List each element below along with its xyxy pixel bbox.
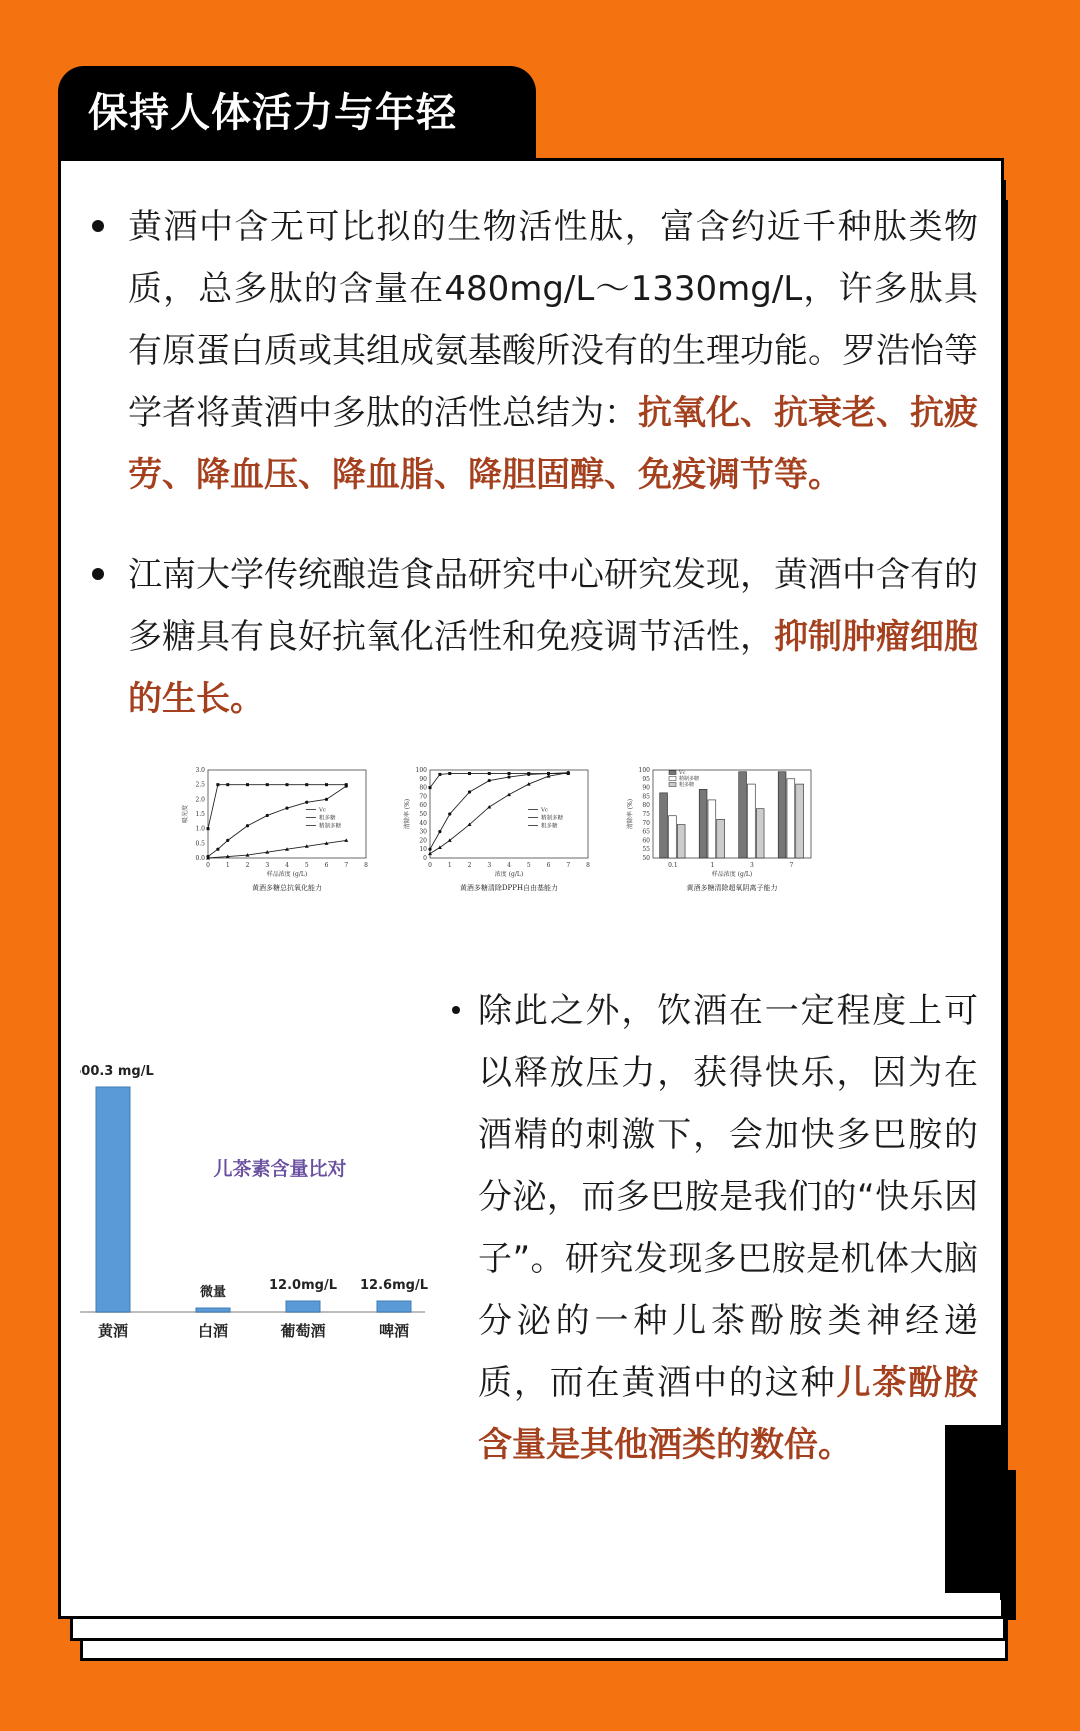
y-axis-label: 清除率 (%) <box>404 798 411 830</box>
data-point <box>246 824 249 827</box>
data-point <box>207 827 210 830</box>
x-tick-label: 7 <box>344 862 349 869</box>
x-tick-label: 7 <box>566 862 571 869</box>
data-point <box>488 772 491 775</box>
chart-title: 儿茶素含量比对 <box>213 1158 347 1180</box>
y-tick-label: 1.0 <box>195 825 205 833</box>
bar <box>708 800 716 858</box>
data-point <box>438 773 441 776</box>
paragraph-text: 黄酒中含无可比拟的生物活性肽，富含约近千种肽类物质，总多肽的含量在480mg/L～1330mg/L，许多肽具有原蛋白质或其组成氨基酸所没有的生理功能。罗浩怡等学者将黄酒中多肽的活性总结为： <box>128 207 978 433</box>
data-point <box>468 772 471 775</box>
page-title: 保持人体活力与年轻 <box>88 90 457 136</box>
chart-dpph-scavenging <box>402 760 617 910</box>
y-tick-label: 65 <box>642 828 650 836</box>
legend-label: 粗多糖 <box>318 815 336 822</box>
data-point <box>487 805 491 809</box>
x-axis-label: 样品浓度 (g/L) <box>711 871 753 878</box>
legend-label: Vc <box>318 807 327 814</box>
x-tick-label: 1 <box>710 862 715 869</box>
x-tick-label: 4 <box>285 862 289 869</box>
paragraph-peptides <box>128 196 978 506</box>
x-tick-label: 3 <box>749 862 754 869</box>
bar <box>699 789 707 858</box>
legend-label: 粗多糖 <box>679 782 695 788</box>
y-tick-label: 85 <box>642 793 650 801</box>
data-point <box>345 785 348 788</box>
category-label: 白酒 <box>197 1322 229 1340</box>
data-point <box>305 801 308 804</box>
data-point <box>507 775 510 778</box>
chart-caption: 黄酒多糖清除DPPH自由基能力 <box>459 884 559 892</box>
legend-swatch <box>669 783 676 787</box>
bullet-dot <box>92 220 104 232</box>
bar <box>739 772 747 858</box>
chart-superoxide-scavenging <box>625 760 840 910</box>
paragraph-polysaccharides <box>128 544 978 730</box>
data-point <box>468 790 471 793</box>
y-axis-label: 吸光度 <box>182 804 189 824</box>
data-point <box>344 838 348 842</box>
bullet-dot <box>452 1006 460 1014</box>
data-label: 12.0mg/L <box>269 1278 337 1293</box>
y-tick-label: 2.0 <box>195 796 205 804</box>
x-tick-label: 8 <box>586 862 590 869</box>
y-tick-label: 0 <box>423 855 427 862</box>
data-point <box>527 773 530 776</box>
x-tick-label: 5 <box>526 862 531 869</box>
x-tick-label: 4 <box>507 862 511 869</box>
data-point <box>305 783 308 786</box>
legend-label: Vc <box>540 807 549 814</box>
legend-label: Vc <box>679 770 686 776</box>
x-tick-label: 1 <box>225 862 230 869</box>
legend-swatch <box>669 777 676 781</box>
paragraph-highlight: 抗氧化、抗衰老、抗疲劳、降血压、降血脂、降胆固醇、免疫调节等。 <box>128 393 978 495</box>
bar <box>668 816 676 858</box>
x-tick-label: 8 <box>364 862 368 869</box>
y-axis-label: 清除率 (%) <box>627 798 634 830</box>
bar <box>196 1308 230 1312</box>
x-tick-label: 5 <box>304 862 309 869</box>
x-tick-label: 6 <box>324 862 329 869</box>
data-point <box>226 839 229 842</box>
paragraph-text: 除此之外，饮酒在一定程度上可以释放压力，获得快乐，因为在酒精的刺激下，会加快多巴胺的分泌，而多巴胺是我们的“快乐因子”。研究发现多巴胺是机体大脑分泌的一种儿茶酚胺类神经递质，而在黄酒中的这种 <box>478 991 978 1403</box>
y-tick-label: 40 <box>419 819 427 827</box>
bar <box>747 784 755 858</box>
y-tick-label: 3.0 <box>195 767 205 774</box>
data-point <box>488 779 491 782</box>
y-tick-label: 70 <box>419 793 427 801</box>
data-point <box>246 783 249 786</box>
y-tick-label: 55 <box>642 846 650 854</box>
y-tick-label: 10 <box>419 846 427 854</box>
y-tick-label: 1.5 <box>195 811 205 818</box>
chart-total-antioxidant <box>180 760 395 910</box>
legend-label: 精制多糖 <box>318 823 341 830</box>
data-point <box>216 848 219 851</box>
bar <box>787 779 795 858</box>
data-point <box>266 814 269 817</box>
data-label: 12.6mg/L <box>360 1278 428 1293</box>
category-label: 啤酒 <box>378 1322 410 1340</box>
bar <box>756 809 764 858</box>
y-tick-label: 50 <box>642 855 650 862</box>
data-point <box>325 798 328 801</box>
data-point <box>448 812 451 815</box>
chart-caption: 黄酒多糖清除超氧阴离子能力 <box>686 884 778 892</box>
bar <box>717 819 725 858</box>
x-axis-label: 样品浓度 (g/L) <box>266 871 308 878</box>
x-tick-label: 7 <box>789 862 794 869</box>
data-point <box>438 830 441 833</box>
y-tick-label: 20 <box>419 837 427 845</box>
y-tick-label: 80 <box>419 784 427 792</box>
bar <box>286 1301 320 1312</box>
paragraph-text: 江南大学传统酿造食品研究中心研究发现，黄酒中含有的多糖具有良好抗氧化活性和免疫调节活性， <box>128 555 978 657</box>
series-line <box>430 774 568 788</box>
category-label: 葡萄酒 <box>280 1322 326 1340</box>
data-point <box>216 783 219 786</box>
bar <box>660 793 668 858</box>
x-tick-label: 0 <box>428 862 432 869</box>
y-tick-label: 60 <box>642 837 650 845</box>
x-tick-label: 0.1 <box>668 862 678 869</box>
y-tick-label: 100 <box>638 767 650 774</box>
y-tick-label: 80 <box>642 802 650 810</box>
data-point <box>266 783 269 786</box>
y-tick-label: 30 <box>419 828 427 836</box>
y-tick-label: 90 <box>642 784 650 792</box>
data-point <box>286 783 289 786</box>
category-label: 黄酒 <box>97 1322 129 1340</box>
page-curl-edge <box>1008 1470 1016 1620</box>
x-tick-label: 6 <box>546 862 551 869</box>
legend-label: 精制多糖 <box>540 815 563 822</box>
y-tick-label: 90 <box>419 775 427 783</box>
page-curl-edge <box>1000 1440 1008 1600</box>
chart-caption: 黄酒多糖总抗氧化能力 <box>252 884 322 892</box>
bar <box>778 772 786 858</box>
paragraph-dopamine <box>478 980 978 1476</box>
x-tick-label: 2 <box>245 862 250 869</box>
x-tick-label: 2 <box>467 862 472 869</box>
data-point <box>325 783 328 786</box>
data-point <box>285 807 288 810</box>
x-tick-label: 3 <box>487 862 492 869</box>
bar <box>796 784 804 858</box>
data-point <box>429 786 432 789</box>
bar <box>677 825 685 858</box>
legend-label: 精制多糖 <box>679 776 700 782</box>
y-tick-label: 60 <box>419 802 427 810</box>
y-tick-label: 70 <box>642 819 650 827</box>
paragraph-highlight: 儿茶酚胺含量是其他酒类的数倍。 <box>478 1363 979 1465</box>
data-point <box>448 772 451 775</box>
y-tick-label: 2.5 <box>195 781 205 789</box>
research-figures <box>180 760 840 910</box>
bar <box>96 1087 130 1312</box>
x-tick-label: 3 <box>265 862 270 869</box>
x-axis-label: 浓度 (g/L) <box>494 871 524 878</box>
series-line <box>208 840 346 858</box>
bullet-dot <box>92 568 104 580</box>
x-tick-label: 1 <box>447 862 452 869</box>
data-point <box>428 848 431 851</box>
y-tick-label: 0.0 <box>195 855 205 862</box>
y-tick-label: 95 <box>642 775 650 783</box>
bar <box>377 1301 411 1312</box>
data-point <box>226 783 229 786</box>
data-label: 600.3 mg/L <box>80 1064 154 1079</box>
paragraph-highlight: 抑制肿瘤细胞的生长。 <box>128 617 978 719</box>
x-tick-label: 0 <box>206 862 210 869</box>
legend-label: 粗多糖 <box>540 823 558 830</box>
y-tick-label: 50 <box>419 811 427 818</box>
catechin-comparison-chart <box>80 1050 445 1350</box>
y-tick-label: 75 <box>642 811 650 818</box>
data-point <box>428 852 432 856</box>
y-tick-label: 100 <box>415 767 427 774</box>
data-label: 微量 <box>199 1285 227 1300</box>
y-tick-label: 0.5 <box>195 840 205 848</box>
data-point <box>508 772 511 775</box>
plot-frame <box>430 770 588 858</box>
legend-swatch <box>669 771 676 775</box>
